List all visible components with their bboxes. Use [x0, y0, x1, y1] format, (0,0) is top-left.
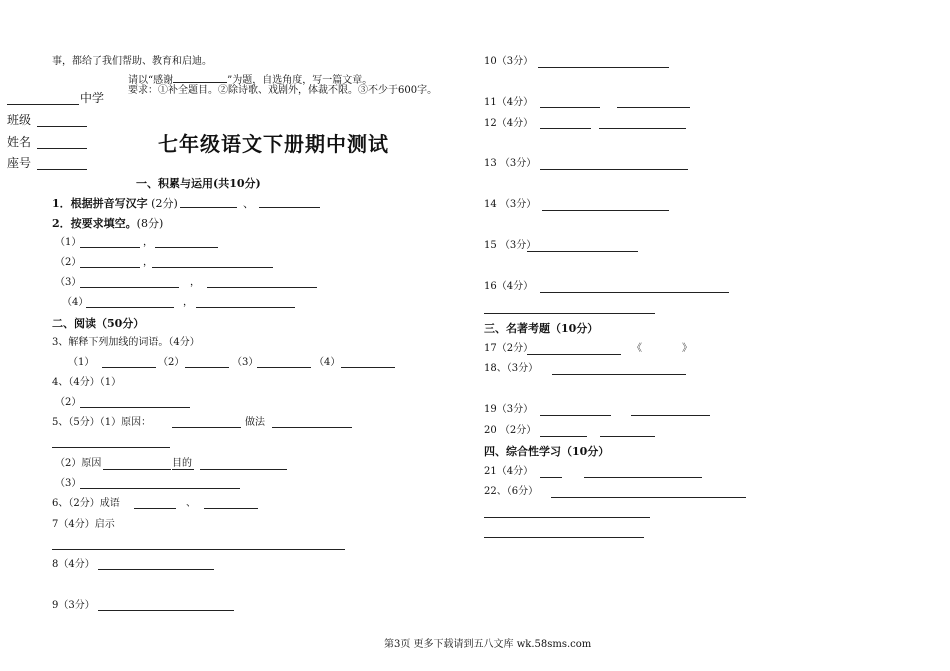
q13-prompt: 13 （3分）: [484, 158, 537, 169]
q4-2-blank[interactable]: [80, 407, 190, 408]
seat-label: 座号: [7, 156, 32, 170]
name-blank[interactable]: [37, 148, 87, 149]
q2-2-blank-a[interactable]: [80, 267, 140, 268]
q19-prompt: 19（3分）: [484, 404, 534, 415]
q2-1-comma: ，: [143, 237, 153, 248]
q3-2-blank[interactable]: [185, 367, 229, 368]
q3-4-blank[interactable]: [341, 367, 395, 368]
q2-4-blank-b[interactable]: [196, 307, 295, 308]
q5-2-purpose-label: 目的: [172, 458, 192, 469]
q2-3-comma: ，: [190, 277, 200, 288]
q2-label: 2．按要求填空。: [52, 217, 137, 230]
q3-prompt: 3、解释下列加线的词语。（4分）: [52, 337, 200, 348]
q5-2-reason-blank[interactable]: [103, 469, 171, 470]
q5-2-reason-label: （2）原因: [55, 458, 102, 469]
q16-blank[interactable]: [540, 292, 729, 293]
q14-prompt: 14 （3分）: [484, 199, 537, 210]
q11-blank-2[interactable]: [617, 107, 690, 108]
essay-line-2-pre: 请以“感谢: [128, 75, 174, 86]
q2-1-blank-a[interactable]: [80, 247, 140, 248]
q20-blank-2[interactable]: [600, 436, 655, 437]
q15-prompt: 15 （3分）: [484, 240, 537, 251]
q5-1-reason-blank[interactable]: [172, 427, 241, 428]
q3-1-blank[interactable]: [102, 367, 156, 368]
essay-line-1: 事，都给了我们帮助、教育和启迪。: [52, 56, 212, 67]
essay-requirements: 要求：①补全题目。②除诗歌、戏剧外，体裁不限。③不少于600字。: [128, 85, 438, 96]
q22-prompt: 22、（6分）: [484, 486, 539, 497]
page-footer: 第3页 更多下载请到五八文库 wk.58sms.com: [384, 639, 592, 650]
q8-blank[interactable]: [98, 569, 214, 570]
q6-prompt: 6、（2分）成语: [52, 498, 120, 509]
q2-score: (8分): [136, 217, 164, 230]
q4-prompt: 4、（4分）（1）: [52, 377, 122, 388]
q8-prompt: 8（4分）: [52, 559, 95, 570]
q5-2-purpose-underline: [172, 469, 194, 470]
q2-4-label: （4）: [62, 297, 89, 308]
q21-blank-2[interactable]: [584, 477, 702, 478]
name-label: 姓名: [7, 135, 32, 149]
q5-do-label: 做法: [245, 417, 265, 428]
q16-blank-cont[interactable]: [484, 313, 655, 314]
class-blank[interactable]: [37, 126, 87, 127]
q22-blank-cont-1[interactable]: [484, 517, 650, 518]
q22-blank[interactable]: [551, 497, 746, 498]
q17-book-title[interactable]: 《 》: [632, 343, 692, 354]
q2-row: [52, 218, 163, 229]
q12-blank-1[interactable]: [540, 128, 591, 129]
q3-1-label: （1）: [68, 357, 95, 368]
q10-blank[interactable]: [538, 67, 669, 68]
q5-1-blank-cont[interactable]: [52, 447, 170, 448]
essay-line-2-post: ”为题，自选角度，写一篇文章。: [227, 75, 373, 86]
seat-blank[interactable]: [37, 169, 87, 170]
q4-2-label: （2）: [55, 397, 82, 408]
q19-blank-1[interactable]: [540, 415, 611, 416]
q20-blank-1[interactable]: [540, 436, 587, 437]
q17-prompt: 17（2分）: [484, 343, 534, 354]
q21-blank-1[interactable]: [540, 477, 562, 478]
q2-2-comma: ，: [143, 257, 153, 268]
section-3-heading: 三、名著考题（10分）: [484, 322, 599, 335]
q16-prompt: 16（4分）: [484, 281, 534, 292]
q5-1-do-blank[interactable]: [272, 427, 352, 428]
q1-blank-2[interactable]: [259, 207, 320, 208]
section-2-heading: 二、阅读（50分）: [52, 317, 145, 330]
q22-blank-cont-2[interactable]: [484, 537, 644, 538]
q14-blank[interactable]: [542, 210, 669, 211]
q3-3-label: （3）: [232, 357, 259, 368]
q5-prompt: 5、（5分）（1）原因：: [52, 417, 152, 428]
q2-2-label: （2）: [55, 257, 82, 268]
section-4-heading: 四、综合性学习（10分）: [484, 445, 610, 458]
q2-1-label: （1）: [55, 237, 82, 248]
q9-prompt: 9（3分）: [52, 600, 95, 611]
q13-blank[interactable]: [540, 169, 688, 170]
q12-prompt: 12（4分）: [484, 118, 534, 129]
q3-2-label: （2）: [158, 357, 185, 368]
q1-score: (2分): [151, 197, 178, 210]
q5-3-blank[interactable]: [80, 488, 240, 489]
q18-prompt: 18、（3分）: [484, 363, 539, 374]
q7-prompt: 7（4分）启示: [52, 519, 115, 530]
q3-3-blank[interactable]: [257, 367, 311, 368]
q1-separator: 、: [243, 197, 254, 210]
q20-prompt: 20 （2分）: [484, 425, 537, 436]
q2-2-blank-b[interactable]: [152, 267, 273, 268]
q18-blank[interactable]: [552, 374, 686, 375]
school-suffix: 中学: [80, 91, 105, 105]
school-blank[interactable]: [7, 104, 79, 105]
q17-blank[interactable]: [527, 354, 621, 355]
page-title: 七年级语文下册期中测试: [158, 132, 389, 156]
q7-blank[interactable]: [52, 549, 345, 550]
q1-row: [52, 198, 178, 209]
q19-blank-2[interactable]: [631, 415, 710, 416]
q1-label: 1．根据拼音写汉字: [52, 197, 148, 210]
q6-blank-1[interactable]: [134, 508, 176, 509]
q2-3-blank-b[interactable]: [207, 287, 317, 288]
q2-1-blank-b[interactable]: [155, 247, 218, 248]
q2-3-label: （3）: [55, 277, 82, 288]
essay-title-blank[interactable]: [173, 71, 227, 83]
section-1-heading: 一、积累与运用(共10分): [136, 177, 261, 190]
q3-4-label: （4）: [314, 357, 341, 368]
q12-blank-2[interactable]: [599, 128, 686, 129]
q15-blank[interactable]: [527, 251, 638, 252]
q11-blank-1[interactable]: [540, 107, 600, 108]
q10-prompt: 10（3分）: [484, 56, 534, 67]
q2-4-blank-a[interactable]: [86, 307, 174, 308]
q2-4-comma: ，: [183, 297, 193, 308]
q9-blank[interactable]: [98, 610, 234, 611]
q6-separator: 、: [186, 498, 196, 509]
q11-prompt: 11（4分）: [484, 97, 534, 108]
q5-3-label: （3）: [55, 478, 82, 489]
q6-blank-2[interactable]: [204, 508, 258, 509]
class-label: 班级: [7, 113, 32, 127]
q5-2-purpose-blank[interactable]: [200, 469, 287, 470]
q2-3-blank-a[interactable]: [80, 287, 179, 288]
q21-prompt: 21（4分）: [484, 466, 534, 477]
essay-line-2: [128, 71, 372, 86]
q1-blank-1[interactable]: [180, 207, 237, 208]
